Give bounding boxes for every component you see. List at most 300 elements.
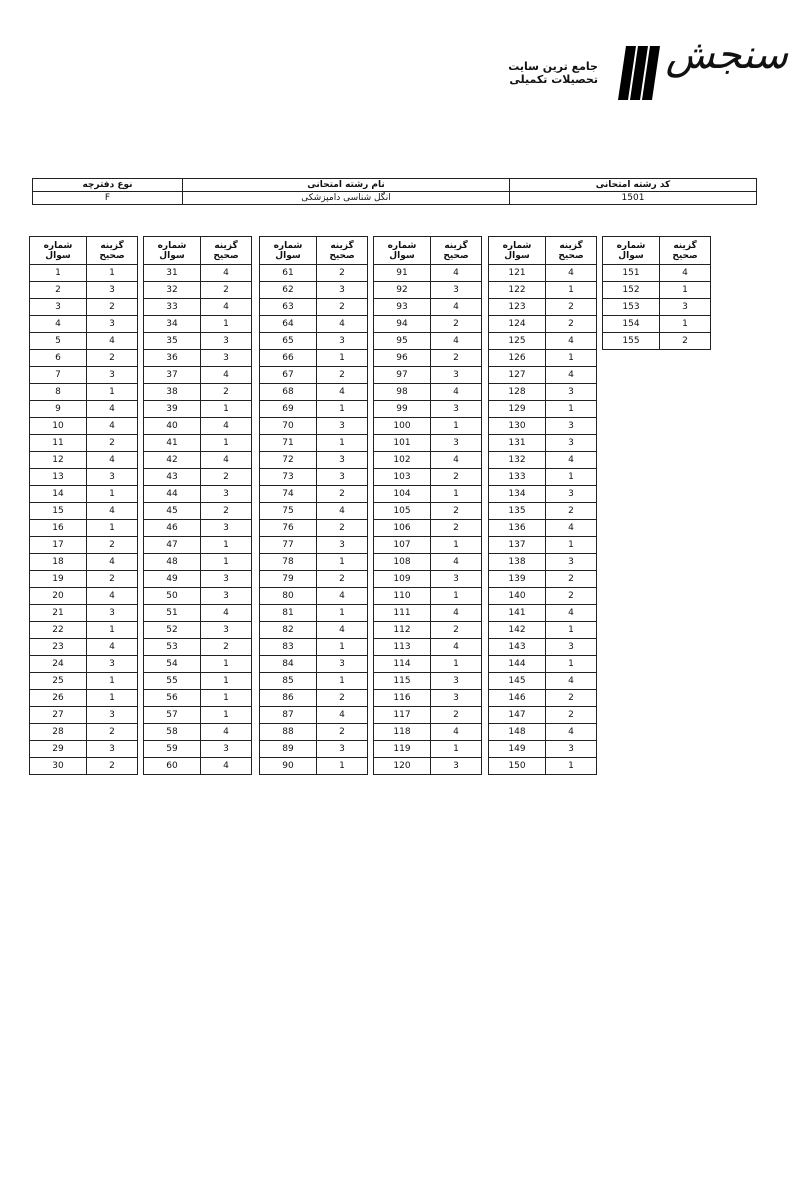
answer-row <box>30 673 138 690</box>
answer-row <box>30 316 138 333</box>
answer-row <box>30 350 138 367</box>
answer-row <box>260 503 368 520</box>
question-number: 86 <box>260 690 317 707</box>
question-number: 140 <box>489 588 546 605</box>
answer-row <box>144 316 252 333</box>
correct-option: 1 <box>431 656 482 673</box>
answer-row <box>603 282 711 299</box>
question-number: 24 <box>30 656 87 673</box>
correct-option: 1 <box>546 469 597 486</box>
question-number: 70 <box>260 418 317 435</box>
question-number: 104 <box>374 486 431 503</box>
answer-row <box>374 741 482 758</box>
answer-row <box>489 265 597 282</box>
correct-option: 3 <box>317 452 368 469</box>
correct-option: 3 <box>201 350 252 367</box>
answer-table-header-row <box>489 237 597 265</box>
answer-row <box>489 384 597 401</box>
question-number: 12 <box>30 452 87 469</box>
question-number: 88 <box>260 724 317 741</box>
correct-option: 4 <box>201 367 252 384</box>
question-number: 125 <box>489 333 546 350</box>
correct-option: 1 <box>317 554 368 571</box>
answer-row <box>30 452 138 469</box>
answer-row <box>603 265 711 282</box>
question-number: 79 <box>260 571 317 588</box>
question-number: 35 <box>144 333 201 350</box>
question-number: 114 <box>374 656 431 673</box>
correct-option: 3 <box>201 486 252 503</box>
booklet-type-header: نوع دفترچه <box>33 179 183 192</box>
sanjesh-logo <box>488 28 788 108</box>
correct-option: 1 <box>201 656 252 673</box>
answer-row <box>144 350 252 367</box>
question-number: 20 <box>30 588 87 605</box>
answer-row <box>489 639 597 656</box>
question-number: 10 <box>30 418 87 435</box>
correct-option: 2 <box>660 333 711 350</box>
answer-table-header-row <box>144 237 252 265</box>
answer-row <box>144 605 252 622</box>
answer-row <box>260 758 368 775</box>
correct-option: 3 <box>431 571 482 588</box>
correct-option: 4 <box>201 452 252 469</box>
correct-option: 4 <box>317 384 368 401</box>
question-number: 50 <box>144 588 201 605</box>
answer-row <box>489 758 597 775</box>
answer-row <box>374 724 482 741</box>
question-number: 101 <box>374 435 431 452</box>
answer-row <box>603 299 711 316</box>
correct-option: 3 <box>201 741 252 758</box>
question-number: 22 <box>30 622 87 639</box>
question-number: 47 <box>144 537 201 554</box>
question-number: 146 <box>489 690 546 707</box>
answer-row <box>144 469 252 486</box>
correct-option: 2 <box>87 758 138 775</box>
correct-option: 4 <box>546 605 597 622</box>
correct-option: 2 <box>201 282 252 299</box>
answer-row <box>603 333 711 350</box>
answer-row <box>489 571 597 588</box>
question-number: 149 <box>489 741 546 758</box>
answer-row <box>374 503 482 520</box>
question-number: 141 <box>489 605 546 622</box>
answer-row <box>144 299 252 316</box>
answer-row <box>374 673 482 690</box>
question-number: 52 <box>144 622 201 639</box>
correct-option: 4 <box>546 673 597 690</box>
correct-option: 4 <box>201 724 252 741</box>
correct-option: 1 <box>201 690 252 707</box>
correct-option: 2 <box>431 350 482 367</box>
correct-option: 3 <box>87 656 138 673</box>
question-number: 74 <box>260 486 317 503</box>
question-number: 145 <box>489 673 546 690</box>
correct-option: 2 <box>546 707 597 724</box>
correct-option: 1 <box>201 707 252 724</box>
correct-option: 4 <box>87 333 138 350</box>
question-number-header: شماره سوال <box>603 237 660 265</box>
correct-option: 1 <box>87 486 138 503</box>
answer-row <box>260 469 368 486</box>
correct-option: 4 <box>546 520 597 537</box>
question-number: 26 <box>30 690 87 707</box>
correct-option: 1 <box>546 401 597 418</box>
correct-option: 3 <box>317 741 368 758</box>
answer-row <box>30 758 138 775</box>
question-number: 92 <box>374 282 431 299</box>
answer-row <box>260 299 368 316</box>
question-number: 155 <box>603 333 660 350</box>
correct-option: 2 <box>431 316 482 333</box>
question-number: 46 <box>144 520 201 537</box>
correct-option: 4 <box>317 622 368 639</box>
correct-option: 2 <box>87 435 138 452</box>
correct-option: 2 <box>546 316 597 333</box>
correct-option: 3 <box>87 741 138 758</box>
question-number: 48 <box>144 554 201 571</box>
answer-row <box>260 622 368 639</box>
answer-row <box>260 350 368 367</box>
question-number: 32 <box>144 282 201 299</box>
question-number: 9 <box>30 401 87 418</box>
answer-row <box>144 452 252 469</box>
answer-row <box>603 316 711 333</box>
answer-row <box>489 299 597 316</box>
correct-option: 4 <box>431 639 482 656</box>
answer-table-2 <box>143 236 252 775</box>
question-number: 134 <box>489 486 546 503</box>
answer-row <box>30 520 138 537</box>
question-number: 115 <box>374 673 431 690</box>
exam-code-header: کد رشته امتحانی <box>510 179 757 192</box>
answer-table-header-row <box>30 237 138 265</box>
question-number: 121 <box>489 265 546 282</box>
question-number: 62 <box>260 282 317 299</box>
correct-option: 3 <box>431 282 482 299</box>
correct-option: 2 <box>87 537 138 554</box>
question-number: 17 <box>30 537 87 554</box>
correct-option: 3 <box>546 554 597 571</box>
answer-row <box>30 384 138 401</box>
answer-row <box>260 418 368 435</box>
correct-option: 1 <box>431 486 482 503</box>
correct-option: 3 <box>660 299 711 316</box>
correct-option: 4 <box>660 265 711 282</box>
question-number: 57 <box>144 707 201 724</box>
logo-slogan-line2: تحصیلات تکمیلی <box>509 73 598 86</box>
answer-row <box>374 554 482 571</box>
question-number: 42 <box>144 452 201 469</box>
correct-option: 1 <box>317 401 368 418</box>
question-number: 3 <box>30 299 87 316</box>
question-number: 65 <box>260 333 317 350</box>
answer-row <box>144 503 252 520</box>
question-number: 108 <box>374 554 431 571</box>
correct-option: 1 <box>317 605 368 622</box>
question-number: 45 <box>144 503 201 520</box>
correct-option: 2 <box>201 384 252 401</box>
question-number: 81 <box>260 605 317 622</box>
answer-row <box>489 690 597 707</box>
correct-option: 1 <box>660 282 711 299</box>
correct-option-header: گزینه صحیح <box>317 237 368 265</box>
exam-info-header-row <box>33 179 757 192</box>
answer-row <box>489 605 597 622</box>
answer-row <box>489 486 597 503</box>
answer-row <box>260 367 368 384</box>
correct-option: 4 <box>87 503 138 520</box>
correct-option: 4 <box>546 452 597 469</box>
answer-row <box>260 537 368 554</box>
answer-row <box>489 401 597 418</box>
question-number: 99 <box>374 401 431 418</box>
question-number: 54 <box>144 656 201 673</box>
correct-option: 4 <box>431 605 482 622</box>
answer-row <box>489 418 597 435</box>
question-number: 82 <box>260 622 317 639</box>
correct-option: 1 <box>201 401 252 418</box>
answer-row <box>489 435 597 452</box>
question-number: 144 <box>489 656 546 673</box>
correct-option: 2 <box>546 503 597 520</box>
correct-option: 4 <box>546 333 597 350</box>
question-number: 61 <box>260 265 317 282</box>
correct-option: 1 <box>317 435 368 452</box>
question-number: 71 <box>260 435 317 452</box>
correct-option: 3 <box>87 469 138 486</box>
question-number: 41 <box>144 435 201 452</box>
answer-row <box>374 384 482 401</box>
question-number: 38 <box>144 384 201 401</box>
correct-option: 4 <box>201 605 252 622</box>
answer-row <box>260 486 368 503</box>
question-number: 154 <box>603 316 660 333</box>
question-number: 36 <box>144 350 201 367</box>
question-number: 31 <box>144 265 201 282</box>
answer-row <box>260 588 368 605</box>
answer-row <box>374 520 482 537</box>
answer-row <box>30 571 138 588</box>
question-number: 72 <box>260 452 317 469</box>
question-number: 131 <box>489 435 546 452</box>
answer-row <box>374 282 482 299</box>
correct-option: 2 <box>431 469 482 486</box>
answer-row <box>30 554 138 571</box>
correct-option: 1 <box>317 758 368 775</box>
question-number: 2 <box>30 282 87 299</box>
question-number: 19 <box>30 571 87 588</box>
correct-option: 1 <box>546 758 597 775</box>
answer-row <box>30 656 138 673</box>
correct-option: 3 <box>201 622 252 639</box>
correct-option: 3 <box>431 401 482 418</box>
answer-table-header-row <box>603 237 711 265</box>
exam-name-value: انگل شناسی دامپزشکی <box>183 192 510 205</box>
question-number: 105 <box>374 503 431 520</box>
correct-option: 1 <box>87 265 138 282</box>
correct-option: 3 <box>546 435 597 452</box>
question-number: 129 <box>489 401 546 418</box>
correct-option: 4 <box>201 299 252 316</box>
booklet-type-value: F <box>33 192 183 205</box>
question-number: 1 <box>30 265 87 282</box>
correct-option: 4 <box>431 724 482 741</box>
correct-option-header: گزینه صحیح <box>546 237 597 265</box>
answer-row <box>489 520 597 537</box>
correct-option: 3 <box>87 316 138 333</box>
correct-option: 3 <box>546 384 597 401</box>
correct-option: 1 <box>546 622 597 639</box>
question-number: 138 <box>489 554 546 571</box>
question-number: 123 <box>489 299 546 316</box>
correct-option: 4 <box>317 707 368 724</box>
correct-option: 4 <box>87 639 138 656</box>
answer-row <box>30 367 138 384</box>
question-number: 63 <box>260 299 317 316</box>
answer-row <box>144 571 252 588</box>
answer-row <box>30 401 138 418</box>
correct-option: 2 <box>546 299 597 316</box>
correct-option: 2 <box>546 571 597 588</box>
answer-row <box>374 265 482 282</box>
question-number: 15 <box>30 503 87 520</box>
answer-row <box>489 588 597 605</box>
correct-option: 2 <box>317 299 368 316</box>
answer-row <box>30 605 138 622</box>
answer-row <box>374 537 482 554</box>
question-number: 69 <box>260 401 317 418</box>
correct-option: 4 <box>201 265 252 282</box>
answer-table-4 <box>373 236 482 775</box>
correct-option: 3 <box>546 418 597 435</box>
correct-option: 4 <box>431 554 482 571</box>
question-number: 28 <box>30 724 87 741</box>
answer-row <box>144 656 252 673</box>
question-number: 13 <box>30 469 87 486</box>
correct-option: 1 <box>546 350 597 367</box>
answer-row <box>144 265 252 282</box>
correct-option: 1 <box>431 418 482 435</box>
correct-option: 3 <box>201 520 252 537</box>
question-number: 127 <box>489 367 546 384</box>
correct-option: 3 <box>546 741 597 758</box>
answer-row <box>144 367 252 384</box>
correct-option: 1 <box>660 316 711 333</box>
question-number: 151 <box>603 265 660 282</box>
answer-row <box>260 724 368 741</box>
answer-table-header-row <box>374 237 482 265</box>
question-number: 4 <box>30 316 87 333</box>
correct-option: 2 <box>317 690 368 707</box>
answer-row <box>374 401 482 418</box>
logo-slogan-line1: جامع ترین سایت <box>508 60 598 73</box>
question-number: 132 <box>489 452 546 469</box>
answer-row <box>489 673 597 690</box>
question-number: 102 <box>374 452 431 469</box>
logo-brand: سنجش <box>665 32 788 78</box>
answer-row <box>30 707 138 724</box>
correct-option: 4 <box>317 316 368 333</box>
question-number: 116 <box>374 690 431 707</box>
answer-row <box>144 384 252 401</box>
answer-row <box>30 724 138 741</box>
question-number: 87 <box>260 707 317 724</box>
question-number: 60 <box>144 758 201 775</box>
answer-row <box>374 622 482 639</box>
question-number: 90 <box>260 758 317 775</box>
answer-row <box>30 741 138 758</box>
correct-option: 3 <box>317 282 368 299</box>
logo-slogan <box>488 60 598 86</box>
answer-row <box>374 435 482 452</box>
question-number-header: شماره سوال <box>30 237 87 265</box>
question-number: 37 <box>144 367 201 384</box>
question-number: 30 <box>30 758 87 775</box>
answer-row <box>144 707 252 724</box>
correct-option: 3 <box>431 367 482 384</box>
answer-row <box>30 537 138 554</box>
answer-row <box>144 554 252 571</box>
answer-row <box>374 588 482 605</box>
answer-row <box>489 724 597 741</box>
question-number: 89 <box>260 741 317 758</box>
answer-row <box>260 333 368 350</box>
answer-row <box>260 452 368 469</box>
correct-option: 4 <box>87 452 138 469</box>
correct-option: 3 <box>431 690 482 707</box>
answer-row <box>260 673 368 690</box>
correct-option: 4 <box>431 299 482 316</box>
question-number: 73 <box>260 469 317 486</box>
question-number: 96 <box>374 350 431 367</box>
correct-option: 1 <box>87 384 138 401</box>
answer-row <box>489 350 597 367</box>
answer-row <box>489 316 597 333</box>
question-number: 118 <box>374 724 431 741</box>
correct-option: 2 <box>431 520 482 537</box>
answer-row <box>374 469 482 486</box>
correct-option: 2 <box>317 520 368 537</box>
question-number: 14 <box>30 486 87 503</box>
correct-option: 3 <box>546 486 597 503</box>
correct-option: 2 <box>317 367 368 384</box>
correct-option: 4 <box>431 333 482 350</box>
correct-option: 2 <box>431 707 482 724</box>
question-number: 106 <box>374 520 431 537</box>
correct-option: 4 <box>431 384 482 401</box>
question-number: 6 <box>30 350 87 367</box>
question-number: 122 <box>489 282 546 299</box>
question-number: 119 <box>374 741 431 758</box>
question-number: 83 <box>260 639 317 656</box>
answer-row <box>489 741 597 758</box>
question-number: 77 <box>260 537 317 554</box>
correct-option: 2 <box>201 639 252 656</box>
answer-row <box>260 316 368 333</box>
answer-row <box>374 690 482 707</box>
question-number: 11 <box>30 435 87 452</box>
answer-row <box>30 333 138 350</box>
answer-row <box>30 282 138 299</box>
answer-row <box>30 299 138 316</box>
correct-option: 3 <box>317 418 368 435</box>
correct-option: 3 <box>317 537 368 554</box>
correct-option: 1 <box>201 316 252 333</box>
question-number-header: شماره سوال <box>489 237 546 265</box>
answer-row <box>144 639 252 656</box>
